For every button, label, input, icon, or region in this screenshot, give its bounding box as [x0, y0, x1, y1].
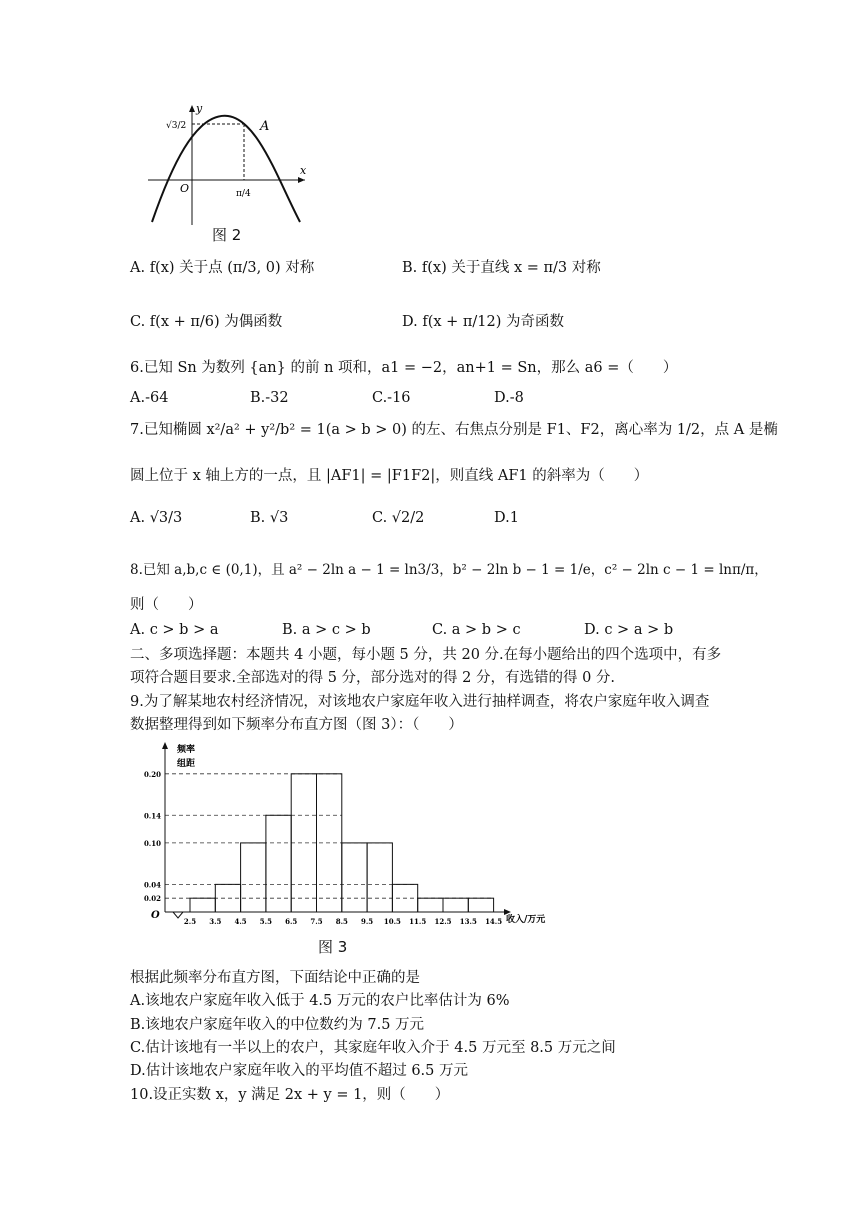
section2-line-2: 项符合题目要求.全部选对的得 5 分，部分选对的得 2 分，有选错的得 0 分.	[130, 670, 616, 686]
q7-option-b: B. √3	[250, 510, 289, 526]
q6-stem: 6.已知 Sn 为数列 {an} 的前 n 项和，a1 = −2，an+1 = Sn，那么 a6 =（ ）	[130, 360, 678, 376]
q8-stem-2: 则（ ）	[130, 597, 203, 613]
q5-option-b: B. f(x) 关于直线 x = π/3 对称	[402, 260, 601, 276]
hist-y-arrow	[162, 742, 168, 749]
fig2-y-arrow	[189, 105, 195, 112]
q9-option-d: D.估计该地农户家庭年收入的平均值不超过 6.5 万元	[130, 1063, 468, 1079]
fig2-curve	[152, 116, 300, 222]
q6-option-a: A.-64	[130, 390, 169, 406]
hist-x-tick: 3.5	[209, 917, 222, 926]
hist-bar	[342, 843, 367, 912]
hist-x-tick: 12.5	[434, 917, 452, 926]
hist-bar	[367, 843, 392, 912]
fig2-y-tick: √3/2	[166, 121, 187, 131]
q9-stem-2: 数据整理得到如下频率分布直方图（图 3）：（ ）	[130, 717, 463, 733]
q7-option-d: D.1	[494, 510, 519, 526]
hist-bar	[443, 898, 468, 912]
hist-x-tick: 2.5	[183, 917, 197, 926]
hist-axis-break	[173, 912, 183, 918]
fig2-x-tick: π/4	[236, 189, 251, 199]
hist-y-tick: 0.02	[143, 894, 161, 904]
q10-stem: 10.设正实数 x，y 满足 2x + y = 1，则（ ）	[130, 1087, 450, 1103]
hist-y-tick: 0.20	[143, 769, 161, 779]
q9-stem-1: 9.为了解某地农村经济情况，对该地农户家庭年收入进行抽样调查，将农户家庭年收入调查	[130, 694, 710, 710]
hist-x-tick: 7.5	[310, 917, 323, 926]
q6-option-d: D.-8	[494, 390, 524, 406]
hist-x-tick: 10.5	[383, 917, 401, 926]
hist-y-tick: 0.10	[143, 838, 161, 848]
hist-bar	[468, 898, 493, 912]
hist-xlabel: 收入/万元	[506, 915, 546, 925]
hist-bar	[266, 815, 291, 912]
q7-stem-2: 圆上位于 x 轴上方的一点，且 |AF1| = |F1F2|，则直线 AF1 的斜率为（ ）	[130, 468, 649, 484]
q6-option-b: B.-32	[250, 390, 289, 406]
q5-option-a: A. f(x) 关于点 (π/3, 0) 对称	[130, 260, 315, 276]
hist-x-tick: 11.5	[409, 917, 427, 926]
q7-stem-1: 7.已知椭圆 x²/a² + y²/b² = 1(a > b > 0) 的左、右焦点分别是 F1、F2，离心率为 1/2，点 A 是椭	[130, 422, 778, 438]
q7-option-c: C. √2/2	[372, 510, 425, 526]
figure-3-caption: 图 3	[318, 938, 348, 956]
fig2-point-a: A	[260, 119, 270, 134]
q7-option-a: A. √3/3	[130, 510, 183, 526]
q5-option-d: D. f(x + π/12) 为奇函数	[402, 314, 565, 330]
hist-ylabel-top: 频率	[177, 745, 196, 755]
figure-2-caption: 图 2	[212, 226, 242, 244]
q6-option-c: C.-16	[372, 390, 411, 406]
q8-stem-1: 8.已知 a,b,c ∈ (0,1)，且 a² − 2ln a − 1 = ln3/3，b² − 2ln b − 1 = 1/e，c² − 2ln c − 1 = lnπ/π，	[130, 562, 768, 578]
hist-bar	[418, 898, 443, 912]
q9-option-a: A.该地农户家庭年收入低于 4.5 万元的农户比率估计为 6%	[130, 993, 510, 1009]
section2-line-1: 二、多项选择题：本题共 4 小题，每小题 5 分，共 20 分.在每小题给出的四个选项中，有多	[130, 647, 722, 663]
q9-option-b: B.该地农户家庭年收入的中位数约为 7.5 万元	[130, 1017, 425, 1033]
hist-ylabel-bottom: 组距	[177, 759, 196, 769]
hist-x-tick: 14.5	[485, 917, 503, 926]
hist-x-tick: 4.5	[234, 917, 247, 926]
q8-option-d: D. c > a > b	[584, 622, 674, 638]
hist-y-tick: 0.14	[143, 811, 161, 821]
hist-y-tick: 0.04	[143, 880, 161, 890]
q9-lead: 根据此频率分布直方图，下面结论中正确的是	[130, 970, 420, 986]
hist-x-tick: 13.5	[459, 917, 477, 926]
fig2-x-arrow	[298, 177, 305, 183]
q8-option-c: C. a > b > c	[432, 622, 521, 638]
hist-origin: O	[151, 910, 160, 921]
q9-option-c: C.估计该地有一半以上的农户，其家庭年收入介于 4.5 万元至 8.5 万元之间	[130, 1040, 616, 1056]
figure-3-histogram	[135, 740, 555, 930]
fig2-y-label: y	[196, 102, 203, 115]
hist-bar	[190, 898, 215, 912]
q5-option-c: C. f(x + π/6) 为偶函数	[130, 314, 283, 330]
fig2-origin: O	[180, 182, 190, 195]
hist-bar	[241, 843, 266, 912]
q8-option-a: A. c > b > a	[130, 622, 219, 638]
hist-x-tick: 9.5	[361, 917, 374, 926]
hist-x-tick: 5.5	[259, 917, 272, 926]
fig2-x-label: x	[300, 164, 307, 177]
q8-option-b: B. a > c > b	[282, 622, 371, 638]
hist-x-tick: 6.5	[285, 917, 298, 926]
hist-x-tick: 8.5	[335, 917, 348, 926]
